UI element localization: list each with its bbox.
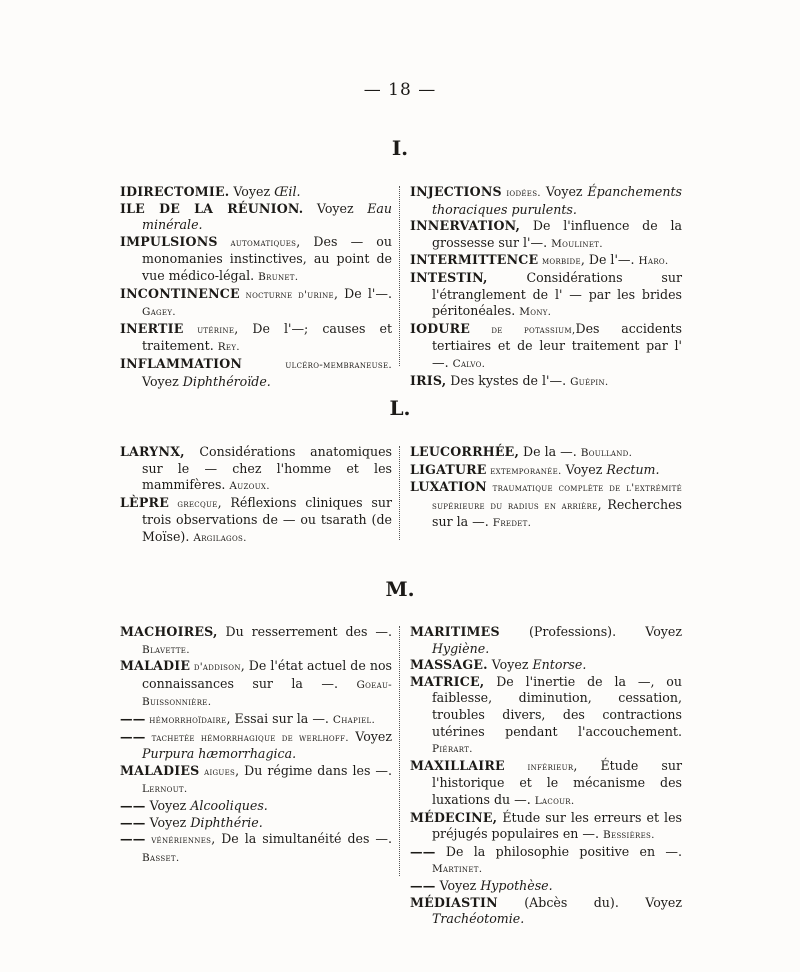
entry-text: Voyez <box>145 797 191 813</box>
entry-headword: MARITIMES <box>410 624 500 639</box>
entry-text: Voyez <box>348 728 392 744</box>
entry-author: Lernout. <box>142 783 188 796</box>
index-entry <box>120 321 392 356</box>
index-entry <box>410 758 682 810</box>
entry-text: Du resserrement des —. <box>217 624 392 639</box>
entry-reference: Entorse. <box>532 657 587 673</box>
section-l-left-column <box>120 444 392 547</box>
entry-text: Voyez <box>487 657 533 673</box>
entry-qualifier: d'addison <box>190 661 241 674</box>
entry-text: , De l'état actuel de nos connaissances sur la —. <box>142 658 392 691</box>
entry-text: (Professions). Voyez <box>499 624 682 639</box>
entry-text: De la philosophie positive en —. <box>435 843 682 859</box>
entry-author: Bessières. <box>603 829 655 842</box>
entry-author: Goeau-Buissonnière. <box>142 678 392 709</box>
entry-author: Martinet. <box>432 863 483 876</box>
entry-headword: MAXILLAIRE <box>410 757 505 773</box>
entry-headword: IODURE <box>410 320 471 336</box>
entry-text: , Étude sur l'historique et le mécanisme des luxations du —. <box>432 757 682 807</box>
entry-reference: Eau minérale. <box>142 200 392 233</box>
index-entry <box>120 711 392 729</box>
index-entry <box>410 321 682 373</box>
index-entry <box>410 218 682 252</box>
section-i-right-column <box>410 184 682 390</box>
entry-author: Argilagos. <box>193 531 247 544</box>
entry-headword: —— <box>120 814 146 830</box>
page-number: — 18 — <box>363 80 437 100</box>
entry-text: Considérations sur l'étranglement de l' — par les brides péritonéales. <box>432 269 682 319</box>
entry-reference: Purpura hæmorrhagica. <box>142 746 297 762</box>
section-letter-i: I. <box>391 136 409 160</box>
entry-headword: —— <box>120 831 146 847</box>
entry-author: Moulinet. <box>551 237 603 250</box>
entry-qualifier: inférieur <box>504 760 574 773</box>
entry-text: Voyez <box>142 373 183 389</box>
column-divider <box>399 186 400 366</box>
section-letter-m: M. <box>385 577 415 601</box>
entry-author: Haro. <box>638 255 669 268</box>
entry-headword: —— <box>410 843 436 859</box>
entry-text: Voyez <box>540 184 588 199</box>
entry-headword: LUXATION <box>410 479 487 495</box>
entry-headword: IMPULSIONS <box>120 233 218 249</box>
index-entry <box>120 763 392 798</box>
entry-text: , De l'—. <box>333 285 392 301</box>
entry-text: De l'inertie de la —, ou faiblesse, diminution, cessation, troubles divers, des contractions utérines pendant l'accouchement. <box>432 673 682 739</box>
entry-qualifier: hémorrhoïdaire <box>145 713 227 726</box>
index-entry <box>120 184 392 201</box>
entry-headword: IRIS, <box>410 372 447 388</box>
entry-headword: ILE DE LA RÉUNION. <box>120 200 304 216</box>
entry-headword: —— <box>120 728 146 744</box>
section-m-right-column <box>410 624 682 928</box>
entry-headword: LEUCORRHÉE, <box>410 444 520 459</box>
entry-headword: INJECTIONS <box>410 184 502 199</box>
index-entry <box>410 444 682 462</box>
entry-headword: IDIRECTOMIE. <box>120 184 230 199</box>
index-entry <box>410 252 682 270</box>
index-entry <box>410 895 682 928</box>
entry-author: Auzoux. <box>229 480 270 493</box>
entry-author: Lacour. <box>534 794 575 807</box>
entry-text: (Abcès du). Voyez <box>497 894 682 910</box>
index-entry <box>120 201 392 234</box>
entry-text: Voyez <box>435 877 481 893</box>
entry-qualifier: de potassium, <box>470 323 576 336</box>
index-entry <box>120 495 392 547</box>
index-entry <box>410 184 682 218</box>
entry-author: Mony. <box>519 306 552 319</box>
index-entry <box>120 356 392 390</box>
entry-reference: Diphthérie. <box>190 814 263 830</box>
entry-headword: MALADIES <box>120 762 200 778</box>
entry-headword: INTERMITTENCE <box>410 252 539 268</box>
entry-qualifier: morbide <box>538 255 581 268</box>
entry-headword: MALADIE <box>120 658 191 674</box>
entry-text: Voyez <box>561 461 607 477</box>
entry-reference: Rectum. <box>606 461 660 477</box>
index-entry <box>120 815 392 832</box>
section-i-left-column <box>120 184 392 390</box>
section-l-right-column <box>410 444 682 532</box>
index-entry <box>410 810 682 844</box>
entry-author: Brunet. <box>258 270 299 283</box>
entry-reference: Alcooliques. <box>190 797 268 813</box>
entry-text: Des accidents tertiaires et de leur traitement par l' —. <box>432 320 683 370</box>
entry-text: Voyez <box>303 200 368 216</box>
entry-text: Voyez <box>229 184 275 199</box>
entry-headword: —— <box>120 710 146 726</box>
index-entry <box>410 844 682 878</box>
entry-headword: MATRICE, <box>410 673 485 689</box>
entry-text: , Réflexions cliniques sur trois observations de — ou tsarath (de Moïse). <box>142 494 392 544</box>
index-entry <box>120 624 392 658</box>
entry-text: , Des — ou monomanies instinctives, au point de vue médico-légal. <box>142 233 392 283</box>
entry-text: , Du régime dans les —. <box>235 762 393 778</box>
entry-headword: —— <box>120 797 146 813</box>
entry-qualifier: automatiques <box>217 236 297 249</box>
entry-text: , Recherches sur la —. <box>432 496 682 530</box>
entry-qualifier: grecque <box>169 497 218 510</box>
entry-qualifier: vénériennes <box>145 834 212 847</box>
index-entry <box>410 270 682 321</box>
entry-headword: LARYNX, <box>120 444 185 459</box>
entry-author: Boulland. <box>580 447 633 459</box>
entry-headword: —— <box>410 877 436 893</box>
entry-reference: Hygiène. <box>432 640 490 656</box>
entry-text: , De la simultanéité des —. <box>211 831 393 847</box>
entry-text: Voyez <box>145 814 191 830</box>
entry-qualifier: iodées. <box>501 187 541 199</box>
index-entry <box>120 831 392 866</box>
entry-text: Étude sur les erreurs et les préjugés populaires en —. <box>432 809 682 842</box>
entry-headword: INFLAMMATION <box>120 355 243 371</box>
index-entry <box>120 798 392 815</box>
entry-reference: Trachéotomie. <box>432 911 525 927</box>
entry-headword: MÉDIASTIN <box>410 894 498 910</box>
entry-text: Considérations anatomiques sur le — chez l'homme et les mammifères. <box>142 444 392 493</box>
entry-qualifier: extemporanée. <box>486 464 562 477</box>
section-letter-l: L. <box>389 396 411 420</box>
index-entry <box>120 658 392 711</box>
index-entry <box>410 462 682 480</box>
index-entry <box>120 234 392 286</box>
entry-headword: INCONTINENCE <box>120 285 240 301</box>
entry-text: , De l'—. <box>580 252 639 268</box>
index-entry <box>410 373 682 391</box>
index-entry <box>410 657 682 674</box>
entry-qualifier: utérine <box>183 323 235 336</box>
index-entry <box>120 729 392 763</box>
entry-qualifier: traumatique complète de l'extrémité supérieure du radius en arrière <box>432 482 682 512</box>
entry-headword: MACHOIRES, <box>120 624 218 639</box>
index-entry <box>410 878 682 895</box>
entry-headword: INTESTIN, <box>410 269 488 285</box>
entry-qualifier: nocturne d'urine <box>239 288 334 301</box>
entry-author: Basset. <box>142 851 180 864</box>
entry-author: Gagey. <box>142 306 176 319</box>
entry-reference: Œil. <box>274 184 301 199</box>
column-divider <box>399 446 400 540</box>
column-divider <box>399 626 400 876</box>
entry-text: , De l'—; causes et traitement. <box>142 320 393 354</box>
entry-headword: LÈPRE <box>120 494 169 510</box>
index-entry <box>120 444 392 495</box>
entry-qualifier: tachetée hémorrhagique de werlhoff. <box>145 731 349 744</box>
index-entry <box>410 479 682 532</box>
index-entry <box>120 286 392 321</box>
entry-author: Calvo. <box>452 357 486 370</box>
entry-author: Blavette. <box>142 643 190 656</box>
entry-headword: INNERVATION, <box>410 218 521 234</box>
entry-headword: LIGATURE <box>410 461 487 477</box>
entry-text: De la —. <box>519 444 581 459</box>
entry-author: Guépin. <box>570 375 609 388</box>
entry-author: Fredet. <box>492 517 532 530</box>
entry-author: Chapiel. <box>332 713 376 726</box>
entry-reference: Diphthéroïde. <box>182 373 271 389</box>
entry-author: Piérart. <box>432 743 473 756</box>
entry-reference: Hypothèse. <box>480 877 553 893</box>
entry-headword: MASSAGE. <box>410 657 488 673</box>
entry-qualifier: aigues <box>199 765 236 778</box>
section-m-left-column <box>120 624 392 866</box>
entry-qualifier: ulcéro-membraneuse. <box>242 358 392 371</box>
entry-headword: MÉDECINE, <box>410 809 498 825</box>
index-entry <box>410 674 682 758</box>
index-entry <box>410 624 682 657</box>
entry-reference: Épanchements thoraciques purulents. <box>432 184 682 217</box>
entry-text: , Essai sur la —. <box>226 710 333 726</box>
entry-text: De l'influence de la grossesse sur l'—. <box>432 218 682 250</box>
entry-text: Des kystes de l'—. <box>446 372 571 388</box>
entry-author: Rey. <box>217 341 240 354</box>
entry-headword: INERTIE <box>120 320 184 336</box>
